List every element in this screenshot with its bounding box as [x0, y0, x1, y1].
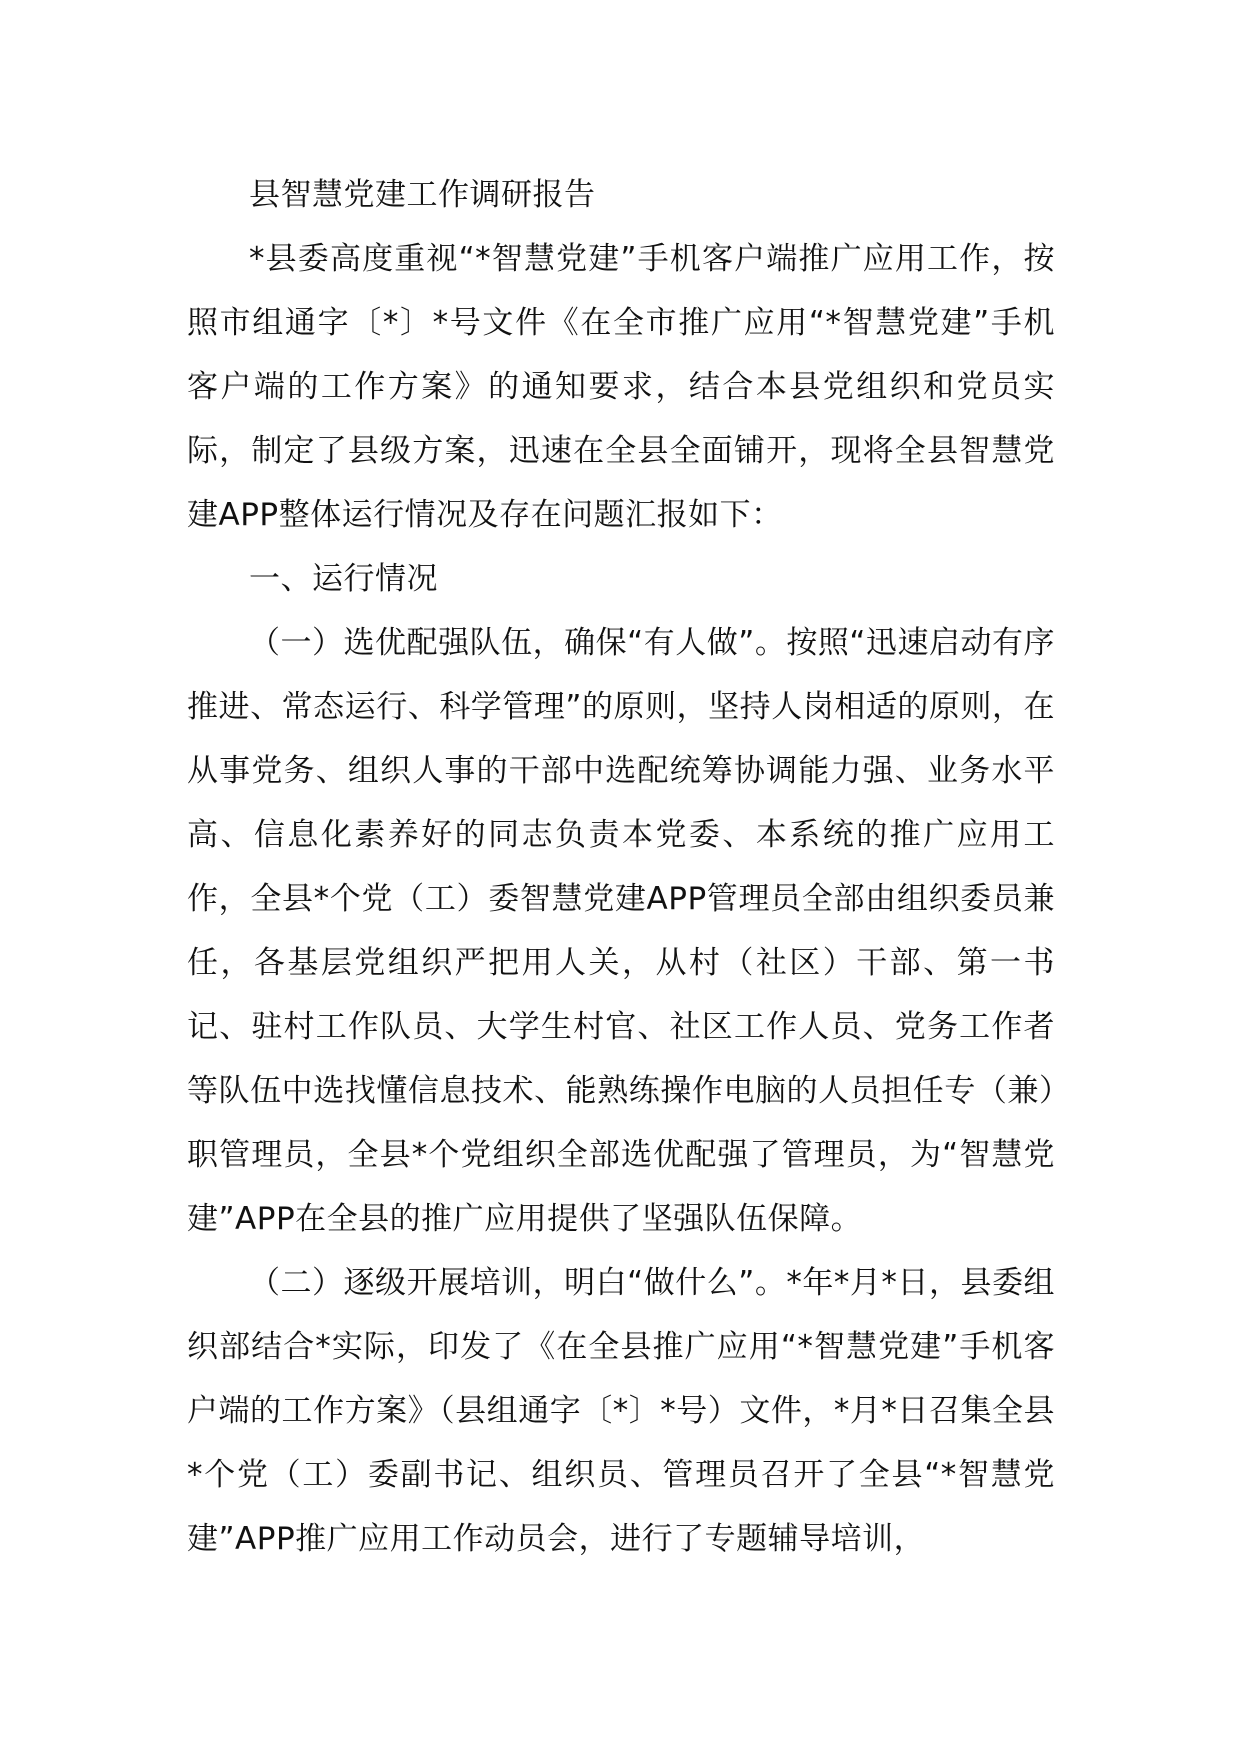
body-paragraph: （二）逐级开展培训，明白“做什么”。*年*月*日，县委组织部结合*实际，印发了《在全县推广应用“*智慧党建”手机客户端的工作方案》（县组通字〔*〕*号）文件，*月*日召集全县*个党（工）委副书记、组织员、管理员召开了全县“*智慧党建”APP推广应用工作动员会，进行了专题辅导培训，: [187, 1265, 1055, 1557]
document-body: [187, 163, 1055, 1571]
body-paragraph: （一）选优配强队伍，确保“有人做”。按照“迅速启动有序推进、常态运行、科学管理”的原则，坚持人岗相适的原则，在从事党务、组织人事的干部中选配统筹协调能力强、业务水平高、信息化素养好的同志负责本党委、本系统的推广应用工作，全县*个党（工）委智慧党建APP管理员全部由组织委员兼任，各基层党组织严把用人关，从村（社区）干部、第一书记、驻村工作队员、大学生村官、社区工作人员、党务工作者等队伍中选找懂信息技术、能熟练操作电脑的人员担任专（兼）职管理员，全县*个党组织全部选优配强了管理员，为“智慧党建”APP在全县的推广应用提供了坚强队伍保障。: [187, 625, 1055, 1237]
document-title: 县智慧党建工作调研报告: [249, 177, 596, 213]
section-heading: 一、运行情况: [249, 561, 438, 597]
intro-paragraph: *县委高度重视“*智慧党建”手机客户端推广应用工作，按照市组通字〔*〕*号文件《在全市推广应用“*智慧党建”手机客户端的工作方案》的通知要求，结合本县党组织和党员实际，制定了县级方案，迅速在全县全面铺开，现将全县智慧党建APP整体运行情况及存在问题汇报如下：: [187, 241, 1055, 533]
